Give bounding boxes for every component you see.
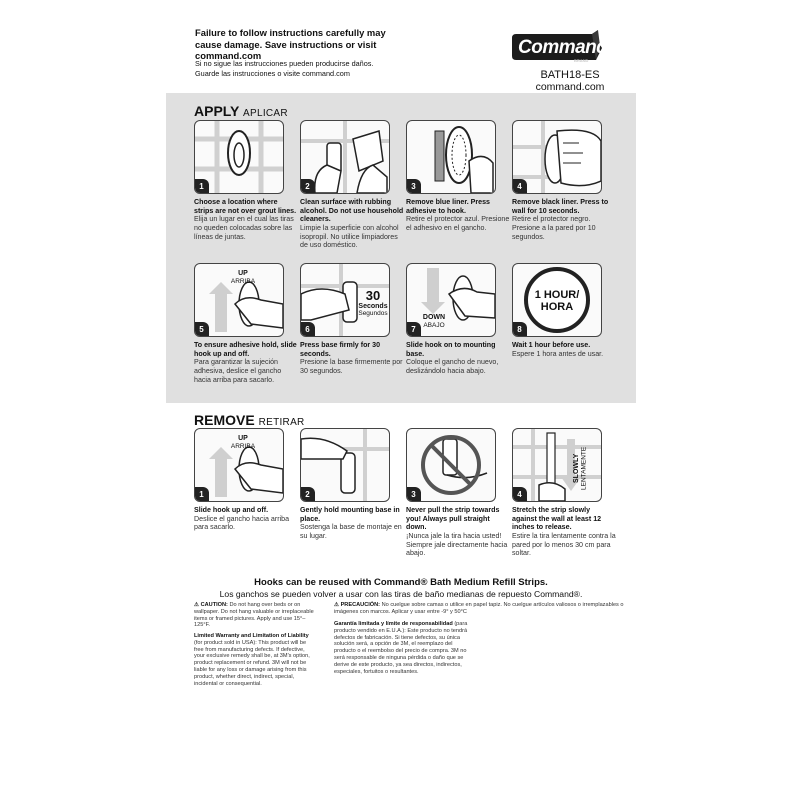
reuse-note-en: Hooks can be reused with Command® Bath Medium Refill Strips. <box>254 577 548 588</box>
step-number-badge: 2 <box>300 179 315 194</box>
warning-spanish: Si no sigue las instrucciones pueden producirse daños. Guarde las instrucciones o visite command.com <box>195 59 374 78</box>
step-caption-en: Slide hook on to mounting base. <box>406 341 496 358</box>
apply-step-6 <box>300 263 404 376</box>
step-caption-es: Limpie la superficie con alcohol isopropil. No utilice limpiadores de uso doméstico. <box>300 223 399 250</box>
hour-text: 1 HOUR/ <box>534 289 580 301</box>
thirty-seconds-label <box>357 288 389 318</box>
thirty-text: 30 <box>365 288 381 303</box>
apply-step-2 <box>300 120 404 250</box>
up-text: UP <box>238 270 248 277</box>
step-caption-en: Press base firmly for 30 seconds. <box>300 341 381 358</box>
apply-step-8-illustration <box>512 263 602 337</box>
step-caption-es: Presione la base firmemente por 30 segundos. <box>300 358 403 375</box>
down-label <box>417 314 451 329</box>
step-caption-es: Deslice el gancho hacia arriba para sacarlo. <box>194 514 290 532</box>
apply-step-3-illustration <box>406 120 496 194</box>
step-caption-es: Estire la tira lentamente contra la pared por lo menos 30 cm para soltar. <box>512 531 616 558</box>
apply-title <box>194 103 288 119</box>
remove-step-4 <box>512 428 616 558</box>
garantia-title: Garantía limitada y límite de responsabilidad <box>334 621 453 627</box>
warning-triangle-icon: ⚠ <box>334 602 340 608</box>
apply-title-en: APPLY <box>194 103 240 119</box>
remove-title-es: RETIRAR <box>258 417 305 428</box>
reuse-note-es: Los ganchos se pueden volver a usar con las tiras de baño medianas de repuesto Command®. <box>219 589 583 599</box>
logo-brand-mark: BRAND <box>574 58 589 63</box>
remove-title <box>194 412 305 428</box>
sku-code: BATH18-ES <box>540 69 600 81</box>
step-caption-es: Para garantizar la sujeción adhesiva, deslice el gancho hacia arriba para sacarlo. <box>194 358 282 384</box>
remove-step-2-illustration <box>300 428 390 502</box>
step-number-badge: 4 <box>512 179 527 194</box>
precaucion-text: No cuelgue sobre camas o utilice en papel tapiz. No cuelgue artículos valiosos o irremplazables o imágenes con marcos. Aplicar y usar entre -9° y 50°C <box>334 602 624 615</box>
step-caption-en: Remove blue liner. Press adhesive to hook. <box>406 198 490 215</box>
step-caption-es: ¡Nunca jale la tira hacia usted! Siempre jale directamente hacia abajo. <box>406 531 508 558</box>
step-caption-en: Choose a location where strips are not over grout lines. <box>194 198 297 215</box>
apply-step-7-illustration <box>406 263 496 337</box>
warranty-en <box>194 633 314 687</box>
warning-english: Failure to follow instructions carefully may cause damage. Save instructions or visit command.com <box>195 27 386 61</box>
apply-step-6-illustration <box>300 263 390 337</box>
hora-text: HORA <box>540 301 574 313</box>
step-caption-es: Coloque el gancho de nuevo, deslizándolo hacia abajo. <box>406 358 499 375</box>
step-caption-es: Retire el protector negro. Presione a la pared por 10 segundos. <box>512 215 596 241</box>
step-number-badge: 3 <box>406 487 421 502</box>
abajo-text: ABAJO <box>423 321 445 329</box>
apply-step-8 <box>512 263 616 358</box>
arriba-text: ARRIBA <box>230 277 256 285</box>
step-number-badge: 1 <box>194 487 209 502</box>
warning-triangle-icon: ⚠ <box>194 602 200 608</box>
step-caption-en: Wait 1 hour before use. <box>512 341 591 349</box>
step-number-badge: 2 <box>300 487 315 502</box>
apply-step-5 <box>194 263 298 385</box>
remove-step-3 <box>406 428 510 558</box>
one-hour-label <box>529 289 585 313</box>
slowly-text: SLOWLY <box>573 453 580 483</box>
caution-es <box>334 602 634 616</box>
apply-step-4 <box>512 120 616 242</box>
remove-step-1-illustration <box>194 428 284 502</box>
precaucion-title: PRECAUCIÓN: <box>340 602 381 608</box>
command-logo <box>512 30 608 68</box>
apply-section <box>166 93 636 403</box>
step-caption-en: Stretch the strip slowly against the wall at least 12 inches to release. <box>512 506 602 532</box>
caution-title: CAUTION: <box>200 602 228 608</box>
step-number-badge: 7 <box>406 322 421 337</box>
up-label <box>223 435 263 450</box>
down-text: DOWN <box>422 314 446 321</box>
lentamente-text: LENTAMENTE <box>580 446 588 490</box>
step-caption-en: Slide hook up and off. <box>194 506 269 514</box>
up-text: UP <box>238 435 248 442</box>
step-caption-es: Espere 1 hora antes de usar. <box>512 349 604 358</box>
step-number-badge: 3 <box>406 179 421 194</box>
apply-title-es: APLICAR <box>243 108 288 119</box>
apply-step-1 <box>194 120 298 242</box>
warranty-es <box>334 621 469 675</box>
up-label <box>223 270 263 285</box>
step-number-badge: 5 <box>194 322 209 337</box>
caution-text: Do not hang over beds or on wallpaper. Do not hang valuable or irreplaceable items or framed pictures. Apply and use 15°–125°F. <box>194 602 314 629</box>
apply-step-7 <box>406 263 510 376</box>
apply-step-1-illustration <box>194 120 284 194</box>
arriba-text: ARRIBA <box>230 442 256 450</box>
remove-step-1 <box>194 428 298 532</box>
step-caption-en: Remove black liner. Press to wall for 10 seconds. <box>512 198 609 215</box>
seconds-text: Seconds <box>358 302 388 310</box>
step-caption-es: Elija un lugar en el cual las tiras no queden colocadas sobre las líneas de juntas. <box>194 215 294 241</box>
warranty-title: Limited Warranty and Limitation of Liability <box>194 633 309 639</box>
website-text: command.com <box>535 81 605 93</box>
step-caption-en: To ensure adhesive hold, slide hook up and off. <box>194 341 297 358</box>
sku-block <box>520 69 620 93</box>
remove-section <box>166 412 636 572</box>
step-caption-en: Gently hold mounting base in place. <box>300 506 400 523</box>
caution-en <box>194 602 314 629</box>
step-number-badge: 6 <box>300 322 315 337</box>
step-caption-es: Sostenga la base de montaje en su lugar. <box>300 523 402 540</box>
step-number-badge: 1 <box>194 179 209 194</box>
apply-step-3 <box>406 120 510 233</box>
step-caption-en: Never pull the strip towards you! Always pull straight down. <box>406 506 500 532</box>
segundos-text: Segundos <box>358 310 388 317</box>
garantia-text: (para producto vendido en E.U.A.): Este producto no tendrá defectos de fabricación. Si tiene defectos, su única solución será, a opción de 3M, el reemplazo del producto o el reembolso del precio de compra. 3M no será responsable de ninguna pérdida o daño que se derive de este producto, ya sea directos, indirectos, especiales, fortuitos o resultantes. <box>334 621 468 675</box>
apply-step-5-illustration <box>194 263 284 337</box>
apply-step-2-illustration <box>300 120 390 194</box>
step-caption-es: Retire el protector azul. Presione el adhesivo en el gancho. <box>406 215 510 232</box>
remove-step-3-illustration <box>406 428 496 502</box>
remove-step-2 <box>300 428 404 541</box>
remove-step-4-illustration <box>512 428 602 502</box>
slowly-label <box>573 443 593 493</box>
step-number-badge: 4 <box>512 487 527 502</box>
apply-step-4-illustration <box>512 120 602 194</box>
step-caption-en: Clean surface with rubbing alcohol. Do not use household cleaners. <box>300 198 404 224</box>
remove-title-en: REMOVE <box>194 412 255 428</box>
warranty-text: (for product sold in USA): This product will be free from manufacturing defects. If defective, your exclusive remedy shall be, at 3M's option, product replacement or refund. 3M will not be liable for any loss or damage arising from this product, whether direct, indirect, special, incidental or consequential. <box>194 639 310 687</box>
logo-wordmark: Command <box>518 37 608 58</box>
step-number-badge: 8 <box>512 322 527 337</box>
